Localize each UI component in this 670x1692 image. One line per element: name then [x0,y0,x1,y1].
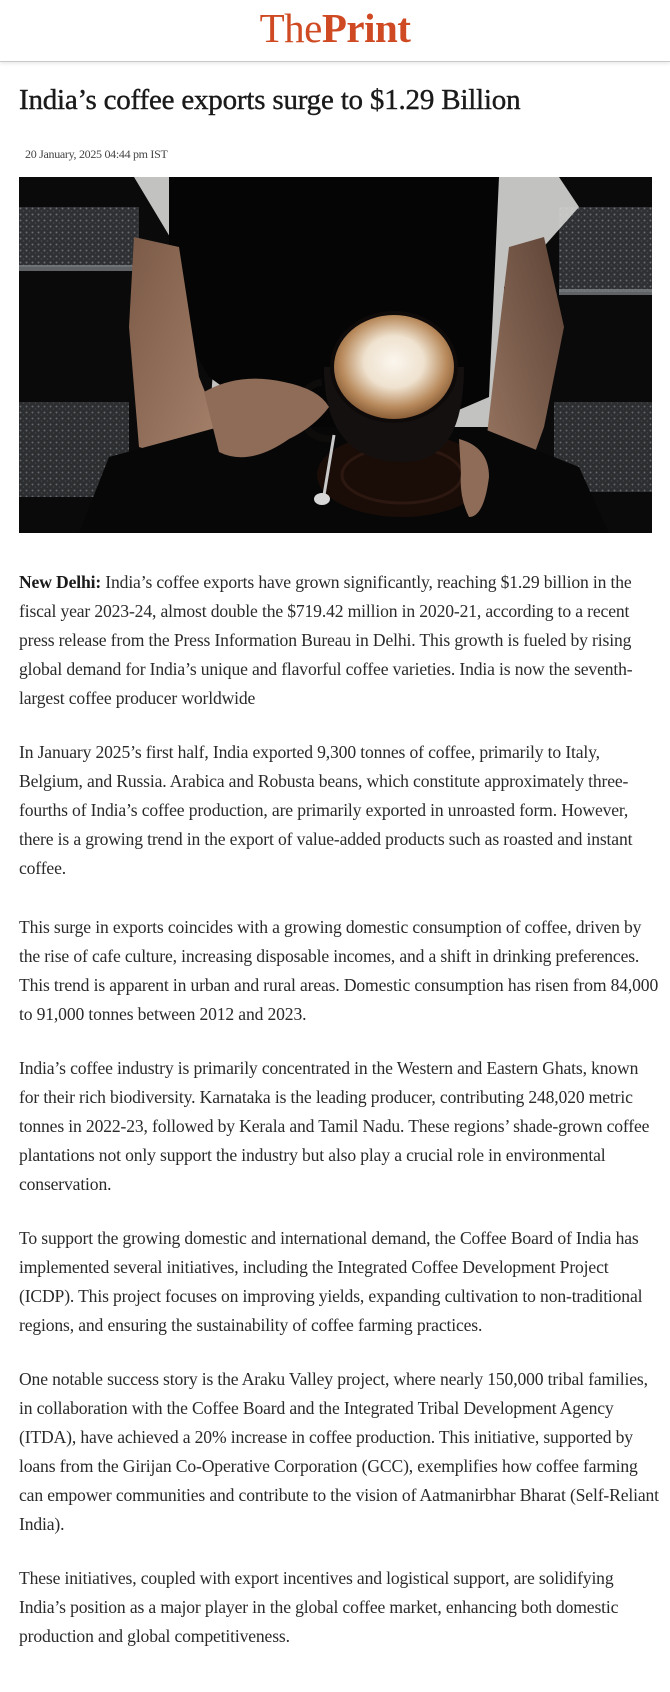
article-paragraph-1 [19,568,659,713]
article-paragraph-4: India’s coffee industry is primarily concentrated in the Western and Eastern Ghats, known for their rich biodiversity. Karnataka is the leading producer, contributing 248,020 metric tonnes in 2022-23, followed by Kerala and Tamil Nadu. These regions’ shade-grown coffee plantations not only support the industry but also play a crucial role in environmental conservation. [19,1058,650,1194]
logo-the: The [259,5,322,51]
article-paragraph-5: To support the growing domestic and international demand, the Coffee Board of India has implemented several initiatives, including the Integrated Coffee Development Project (ICDP). This project focuses on improving yields, expanding cultivation to non-traditional regions, and ensuring the sustainability of coffee farming practices. [19,1228,643,1335]
article-dateline: 20 January, 2025 04:44 pm IST [25,147,168,161]
article-paragraph-7: These initiatives, coupled with export incentives and logistical support, are solidifying India’s position as a major player in the global coffee market, enhancing both domestic production and global competitiveness. [19,1568,619,1646]
paragraph-text: India’s coffee exports have grown significantly, reaching $1.29 billion in the fiscal year 2023-24, almost double the $719.42 million in 2020-21, according to a recent press release from the Press Information Bureau in Delhi. This growth is fueled by rising global demand for India’s unique and flavorful coffee varieties. India is now the seventh-largest coffee producer worldwide [19,572,633,708]
lead-location: New Delhi: [19,572,102,592]
article-title: India’s coffee exports surge to $1.29 Billion [19,84,521,116]
article-paragraph-3: This surge in exports coincides with a growing domestic consumption of coffee, driven by the rise of cafe culture, increasing disposable incomes, and a shift in drinking preferences. This trend is apparent in urban and rural areas. Domestic consumption has risen from 84,000 to 91,000 tonnes between 2012 and 2023. [19,917,659,1024]
article-paragraph-6: One notable success story is the Araku Valley project, where nearly 150,000 tribal families, in collaboration with the Coffee Board and the Integrated Tribal Development Agency (ITDA), have achieved a 20% increase in coffee production. This initiative, supported by loans from the Girijan Co-Operative Corporation (GCC), exemplifies how coffee farming can empower communities and contribute to the vision of Aatmanirbhar Bharat (Self-Reliant India). [19,1369,659,1534]
photo-icon [19,177,652,533]
site-header [0,0,670,62]
theprint-logo[interactable] [0,4,670,52]
logo-print: Print [321,5,411,51]
article-paragraph-2: In January 2025’s first half, India exported 9,300 tonnes of coffee, primarily to Italy, Belgium, and Russia. Arabica and Robusta beans, which constitute approximately three-fourths of India’s coffee production, are primarily exported in unroasted form. However, there is a growing trend in the export of value-added products such as roasted and instant coffee. [19,742,633,878]
article-body [19,568,659,1676]
hero-image [19,177,652,533]
